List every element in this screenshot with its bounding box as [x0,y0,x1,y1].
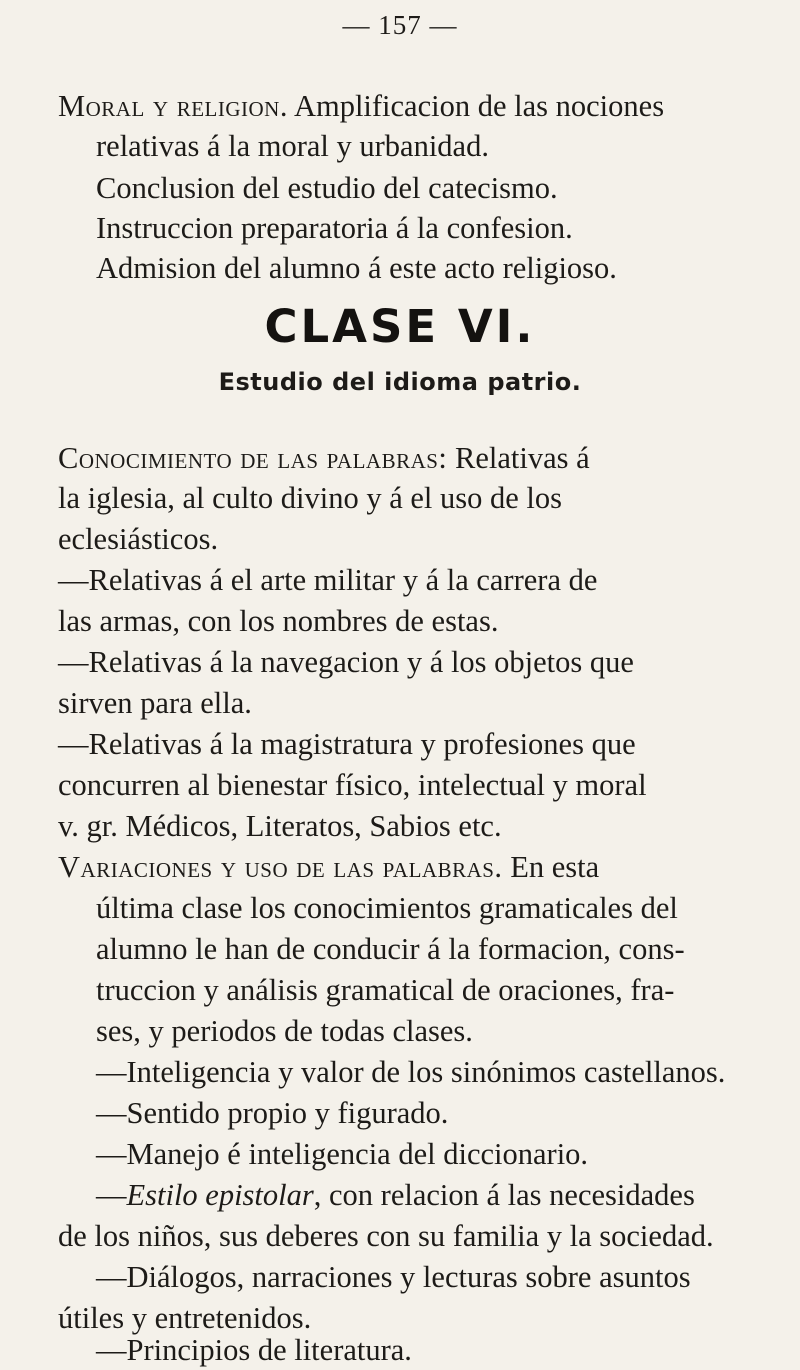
variaciones-line-7: —Sentido propio y figurado. [96,1096,449,1130]
variaciones-line-10: de los niños, sus deberes con su familia y la sociedad. [58,1219,714,1253]
conocimiento-line-4: —Relativas á el arte militar y á la carrera de [58,563,598,597]
variaciones-line-12: útiles y entretenidos. [58,1301,312,1335]
variaciones-line-3: alumno le han de conducir á la formacion, cons- [96,932,685,966]
conocimiento-line-8: —Relativas á la magistratura y profesiones que [58,727,636,761]
variaciones-line-13: —Principios de literatura. [96,1333,412,1367]
variaciones-line-4: truccion y análisis gramatical de oraciones, fra- [96,973,675,1007]
intro-line-1: Moral y religion. Amplificacion de las nociones [58,89,665,123]
conocimiento-line-10: v. gr. Médicos, Literatos, Sabios etc. [58,809,502,843]
page-number: — 157 — [342,10,458,40]
chapter-subtitle: Estudio del idioma patrio. [218,368,582,396]
intro-line-2: relativas á la moral y urbanidad. [96,129,489,163]
section-heading-moral: Moral y religion. [58,89,288,123]
chapter-title: CLASE VI. [264,300,536,353]
conocimiento-line-7: sirven para ella. [58,686,252,720]
variaciones-line-9: —Estilo epistolar, con relacion á las necesidades [96,1178,695,1212]
intro-line-5: Admision del alumno á este acto religioso. [96,251,617,285]
variaciones-line-11: —Diálogos, narraciones y lecturas sobre asuntos [96,1260,691,1294]
variaciones-line-6: —Inteligencia y valor de los sinónimos castellanos. [96,1055,726,1089]
intro-line-4: Instruccion preparatoria á la confesion. [96,211,573,245]
section-heading-conocimiento: Conocimiento de las palabras: [58,441,448,475]
variaciones-line-1: Variaciones y uso de las palabras. En esta [58,850,600,884]
italic-term: Estilo epistolar [126,1178,314,1212]
conocimiento-line-2: la iglesia, al culto divino y á el uso de los [58,481,562,515]
variaciones-line-2: última clase los conocimientos gramaticales del [96,891,678,925]
section-heading-variaciones: Variaciones y uso de las palabras. [58,850,503,884]
variaciones-line-8: —Manejo é inteligencia del diccionario. [96,1137,589,1171]
conocimiento-line-6: —Relativas á la navegacion y á los objetos que [58,645,634,679]
conocimiento-line-1: Conocimiento de las palabras: Relativas á [58,441,590,475]
conocimiento-line-9: concurren al bienestar físico, intelectual y moral [58,768,647,802]
conocimiento-line-5: las armas, con los nombres de estas. [58,604,499,638]
conocimiento-line-3: eclesiásticos. [58,522,219,556]
variaciones-line-5: ses, y periodos de todas clases. [96,1014,473,1048]
intro-line-3: Conclusion del estudio del catecismo. [96,171,558,205]
